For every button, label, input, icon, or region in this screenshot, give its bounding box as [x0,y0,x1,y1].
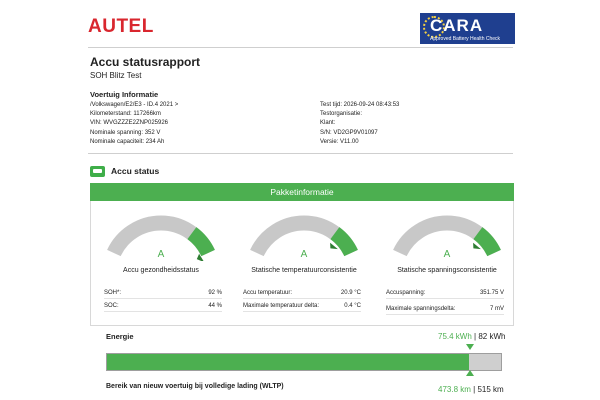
energy-current: 75.4 kWh [438,332,472,341]
cara-wordmark: CARA [430,16,484,35]
gauge-grade: A [443,249,451,260]
energy-value: 75.4 kWh | 82 kWh [438,332,506,341]
report-title: Accu statusrapport [90,55,201,69]
cara-logo [420,13,515,44]
nominal-voltage: Nominale spanning: 352 V [90,129,161,136]
vehicle-mileage: Kilometerstand: 117266km [90,111,161,118]
nominal-capacity: Nominale capaciteit: 234 Ah [90,138,165,145]
range-label: Bereik van nieuw voertuig bij volledige lading (WLTP) [106,383,284,390]
energy-marker-icon [466,344,474,350]
voltage-gauge-label: Statische spanningsconsistentie [397,267,497,274]
vehicle-info-left [90,101,178,147]
soh-value: 92 % [208,290,222,296]
gauge-grade: A [157,249,165,260]
gauge-fill [192,233,208,253]
battery-voltage-label: Accuspanning: [386,290,426,296]
range-marker-icon [466,370,474,376]
soc-value: 44 % [208,303,222,309]
soc-row [104,303,222,312]
info-divider [88,153,513,154]
soh-label: SOH*: [104,290,122,296]
max-voltage-delta-row [386,306,504,315]
energy-total: 82 kWh [478,332,506,341]
battery-voltage-row [386,290,504,299]
energy-label: Energie [106,332,134,341]
customer: Klant: [320,120,336,127]
max-voltage-delta-value: 7 mV [489,306,504,312]
gauge-fill [335,233,351,253]
max-temperature-delta-label: Maximale temperatuur delta: [243,303,320,309]
vehicle-info-heading: Voertuig Informatie [90,90,159,99]
max-temperature-delta-row [243,303,361,312]
autel-logo: AUTEL [88,16,154,37]
soc-label: SOC: [104,303,119,309]
battery-temperature-label: Accu temperatuur: [243,290,293,296]
battery-temperature-value: 20.9 °C [340,290,361,296]
cara-tagline: Approved Battery Health Check [430,36,501,42]
header-divider [88,47,513,48]
gauge-grade: A [300,249,308,260]
vehicle-info-right [320,101,399,147]
battery-voltage-value: 351.75 V [479,290,504,296]
pakket-info-header: Pakketinformatie [90,183,514,201]
temperature-gauge [243,213,365,261]
report-subtitle: SOH Blitz Test [90,71,142,80]
gauge-fill [478,233,494,253]
range-current: 473.8 km [438,385,471,394]
soh-row [104,290,222,299]
test-time: Test tijd: 2026-09-24 08:43:53 [320,102,400,108]
health-gauge [100,213,222,261]
vehicle-vin: VIN: WVGZZZE2ZNP025926 [90,120,169,127]
accu-status-label: Accu status [111,166,160,176]
battery-temperature-row [243,290,361,299]
vehicle-model: /Volkswagen/E2/E3 - ID.4 2021 > [90,102,179,108]
serial-number: S/N: VD2GP9V01097 [320,129,378,136]
range-total: 515 km [477,385,504,394]
battery-icon [90,166,105,177]
energy-bar [106,353,502,371]
max-voltage-delta-label: Maximale spanningsdelta: [386,306,456,312]
accu-status-header [90,164,159,178]
voltage-gauge [386,213,508,261]
test-organisation: Testorganisatie: [320,111,363,118]
health-gauge-label: Accu gezondheidsstatus [123,267,199,274]
temperature-gauge-label: Statische temperatuurconsistentie [251,267,357,274]
energy-bar-fill [107,354,469,370]
range-value: 473.8 km | 515 km [438,385,504,394]
software-version: Versie: V11.00 [320,138,359,145]
max-temperature-delta-value: 0.4 °C [344,303,361,309]
